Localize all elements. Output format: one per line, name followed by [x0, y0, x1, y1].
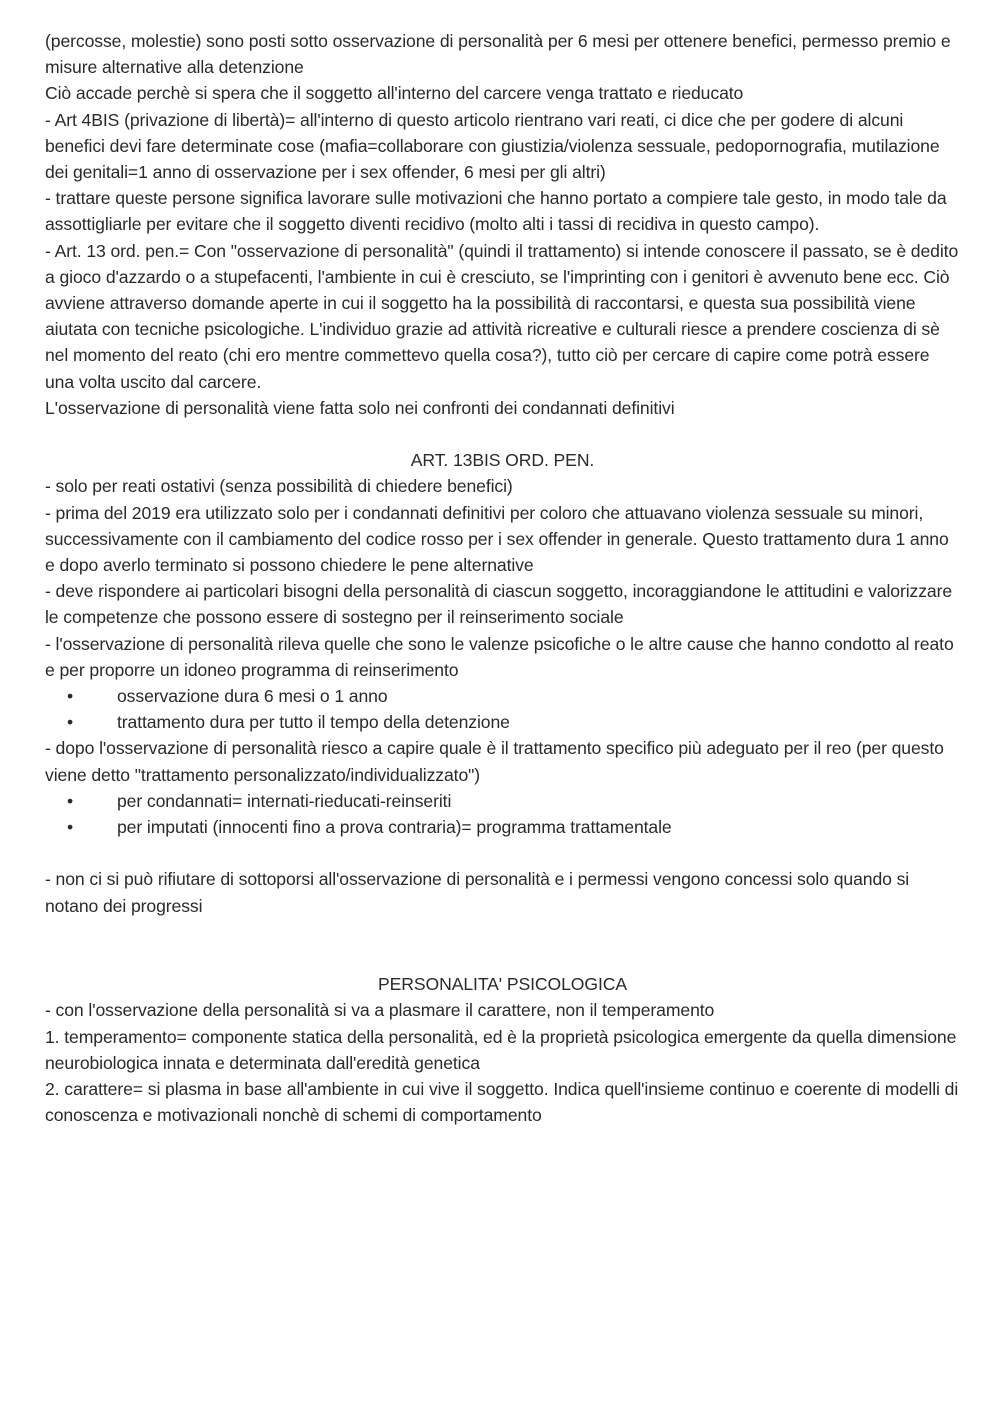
paragraph: - trattare queste persone significa lavorare sulle motivazioni che hanno portato a compiere tale gesto, in modo tale da assottigliarle per evitare che il soggetto diventi recidivo (molto alti i tassi di recidiva in questo campo).	[45, 188, 947, 235]
paragraph: - con l'osservazione della personalità si va a plasmare il carattere, non il temperamento	[45, 1000, 715, 1021]
bullet-text: osservazione dura 6 mesi o 1 anno	[117, 686, 388, 707]
section-heading-art-13bis: ART. 13BIS ORD. PEN.	[410, 450, 595, 471]
bullet-item	[45, 709, 960, 735]
paragraph: (percosse, molestie) sono posti sotto osservazione di personalità per 6 mesi per ottenere benefici, permesso premio e misure alternative alla detenzione	[45, 31, 951, 78]
bullet-item	[45, 814, 960, 840]
spacer	[45, 840, 960, 866]
bullet-text: per condannati= internati-rieducati-reinseriti	[117, 790, 452, 811]
section-heading-personalita: PERSONALITA' PSICOLOGICA	[378, 974, 627, 995]
paragraph: - Art 4BIS (privazione di libertà)= all'interno di questo articolo rientrano vari reati, ci dice che per godere di alcuni benefici devi fare determinate cose (mafia=collaborare con giustizia/violenza sessuale, pedopornografia, mutilazione dei genitali=1 anno di osservazione per i sex offender, 6 mesi per gli altri)	[45, 109, 940, 183]
bullet-text: trattamento dura per tutto il tempo della detenzione	[117, 712, 510, 733]
paragraph: - Art. 13 ord. pen.= Con "osservazione di personalità" (quindi il trattamento) si intende conoscere il passato, se è dedito a gioco d'azzardo o a stupefacenti, l'ambiente in cui è cresciuto, se l'imprinting con i genitori è avvenuto bene ecc. Ciò avviene attraverso domande aperte in cui il soggetto ha la possibilità di raccontarsi, e questa sua possibilità viene aiutata con tecniche psicologiche. L'individuo grazie ad attività ricreative e culturali riesce a prendere coscienza di sè nel momento del reato (chi ero mentre commettevo quella cosa?), tutto ciò per cercare di capire come potrà essere una volta uscito dal carcere.	[45, 240, 959, 392]
paragraph: 1. temperamento= componente statica della personalità, ed è la proprietà psicologica emergente da quella dimensione neurobiologica innata e determinata dall'eredità genetica	[45, 1026, 957, 1073]
paragraph: - prima del 2019 era utilizzato solo per i condannati definitivi per coloro che attuavano violenza sessuale su minori, successivamente con il cambiamento del codice rosso per i sex offender in generale. Questo trattamento dura 1 anno e dopo averlo terminato si possono chiedere le pene alternative	[45, 502, 949, 576]
paragraph: - deve rispondere ai particolari bisogni della personalità di ciascun soggetto, incoraggiandone le attitudini e valorizzare le competenze che possono essere di sostegno per il reinserimento sociale	[45, 581, 953, 628]
paragraph: - solo per reati ostativi (senza possibilità di chiedere benefici)	[45, 476, 513, 497]
spacer	[45, 919, 960, 971]
bullet-icon: •	[67, 712, 74, 733]
paragraph: Ciò accade perchè si spera che il soggetto all'interno del carcere venga trattato e rieducato	[45, 83, 744, 104]
paragraph: 2. carattere= si plasma in base all'ambiente in cui vive il soggetto. Indica quell'insieme continuo e coerente di modelli di conoscenza e motivazionali nonchè di schemi di comportamento	[45, 1079, 959, 1126]
bullet-item	[45, 788, 960, 814]
paragraph: L'osservazione di personalità viene fatta solo nei confronti dei condannati definitivi	[45, 397, 675, 418]
bullet-item	[45, 683, 960, 709]
bullet-icon: •	[67, 790, 74, 811]
paragraph: - l'osservazione di personalità rileva quelle che sono le valenze psicofiche o le altre cause che hanno condotto al reato e per proporre un idoneo programma di reinserimento	[45, 633, 954, 680]
paragraph: - dopo l'osservazione di personalità riesco a capire quale è il trattamento specifico più adeguato per il reo (per questo viene detto "trattamento personalizzato/individualizzato")	[45, 738, 944, 785]
bullet-icon: •	[67, 686, 74, 707]
bullet-text: per imputati (innocenti fino a prova contraria)= programma trattamentale	[117, 817, 672, 838]
document-page	[45, 28, 960, 1128]
bullet-icon: •	[67, 817, 74, 838]
paragraph: - non ci si può rifiutare di sottoporsi all'osservazione di personalità e i permessi vengono concessi solo quando si notano dei progressi	[45, 869, 910, 916]
spacer	[45, 421, 960, 447]
